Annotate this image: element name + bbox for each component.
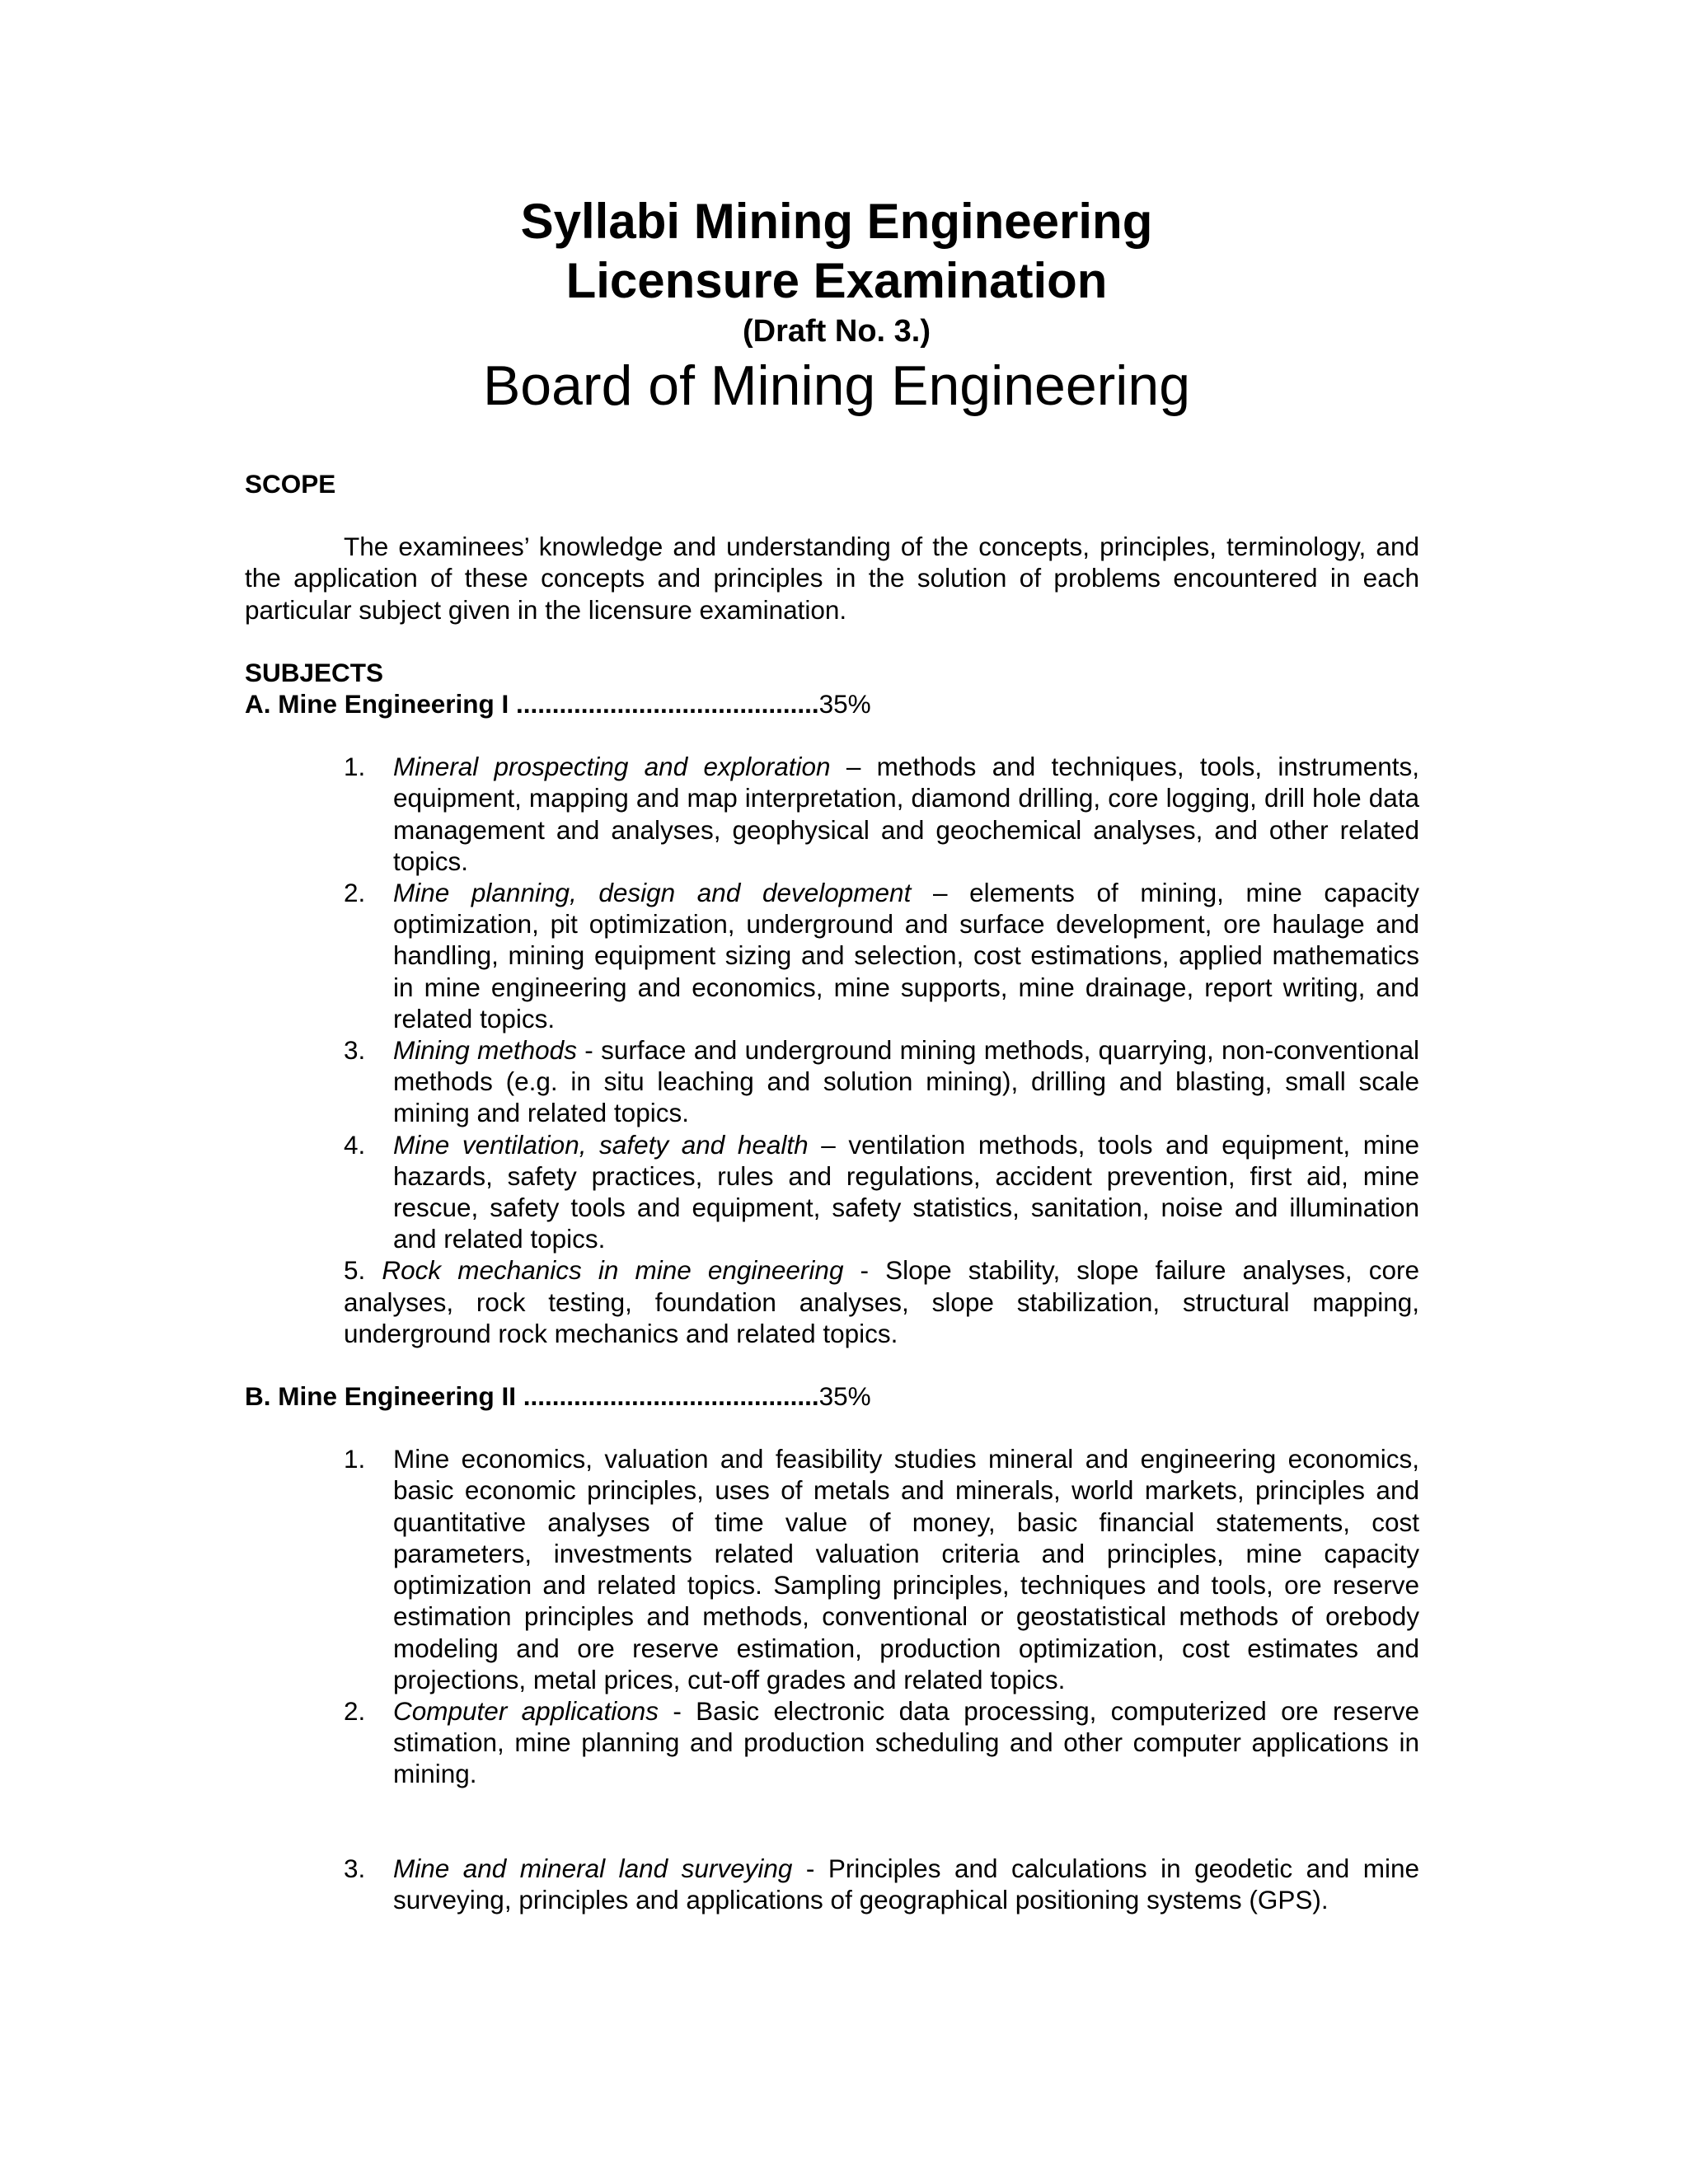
- list-item: [245, 1695, 1419, 1790]
- item-text: - Basic electronic data processing, computerized ore reserve stimation, mine planning and production scheduling and other computer applications in mining.: [393, 1695, 1419, 1789]
- item-text: - Slope stability, slope failure analyses, core analyses, rock testing, foundation analyses, slope stabilization, structural mapping, underground rock mechanics and related topics.: [344, 1255, 1419, 1348]
- item-number: 3.: [344, 1853, 366, 1883]
- subjects-heading: SUBJECTS: [245, 657, 384, 687]
- item-text: - surface and underground mining methods, quarrying, non-conventional methods (e.g. in situ leaching and solution mining), drilling and blasting, small scale mining and related topics.: [393, 1035, 1419, 1128]
- item-number: 3.: [344, 1035, 366, 1066]
- item-topic: Mine ventilation, safety and health: [393, 1129, 809, 1160]
- item-number: 2.: [344, 878, 366, 908]
- title-block: [0, 192, 1673, 419]
- item-text: – methods and techniques, tools, instruments, equipment, mapping and map interpretation, diamond drilling, core logging, drill hole data management and analyses, geophysical and geochemical analyses, and other related topics.: [393, 752, 1419, 876]
- scope-paragraph: The examinees’ knowledge and understanding of the concepts, principles, terminology, and the application of these concepts and principles in the solution of problems encountered in each particular subject given in the licensure examination.: [245, 532, 1419, 625]
- item-text: – ventilation methods, tools and equipment, mine hazards, safety practices, rules and regulations, accident prevention, first aid, mine rescue, safety tools and equipment, safety statistics, sanitation, noise and illumination and related topics.: [393, 1129, 1419, 1254]
- list-item: [245, 1443, 1419, 1695]
- item-number: 1.: [344, 1444, 366, 1474]
- item-number: 5.: [344, 1255, 366, 1286]
- section-b-title: [245, 1380, 1419, 1412]
- item-text: - Principles and calculations in geodetic and mine surveying, principles and applications of geographical positioning systems (GPS).: [393, 1853, 1419, 1915]
- section-b-list: [245, 1443, 1419, 1915]
- section-a-label: A. Mine Engineering I ..........................................: [245, 689, 819, 719]
- list-item: [245, 877, 1419, 1034]
- section-a-percent: 35%: [818, 689, 871, 719]
- section-b-percent: 35%: [818, 1381, 871, 1412]
- spacer: [245, 1790, 1419, 1853]
- section-a-title: [245, 688, 1419, 719]
- board-title: Board of Mining Engineering: [482, 354, 1191, 417]
- item-topic: Rock mechanics in mine engineering: [382, 1255, 844, 1286]
- item-topic: Mining methods: [393, 1035, 577, 1066]
- list-item: [245, 1129, 1419, 1255]
- item-number: 1.: [344, 752, 366, 782]
- item-topic: Mine and mineral land surveying: [393, 1853, 793, 1883]
- item-number: 4.: [344, 1129, 366, 1160]
- list-item: [245, 751, 1419, 877]
- list-item: [245, 1254, 1419, 1349]
- document-body: [245, 468, 1419, 1915]
- title-line-2: Licensure Examination: [565, 253, 1108, 308]
- title-line-1: Syllabi Mining Engineering: [520, 194, 1153, 249]
- list-item: [245, 1034, 1419, 1129]
- item-topic: Computer applications: [393, 1695, 659, 1726]
- scope-heading: SCOPE: [245, 469, 336, 499]
- item-text: – elements of mining, mine capacity optimization, pit optimization, underground and surface development, ore haulage and handling, mining equipment sizing and selection, cost estimations, applied mathematics in mine engineering and economics, mine supports, mine drainage, report writing, and related topics.: [393, 878, 1419, 1033]
- item-text: Mine economics, valuation and feasibility studies mineral and engineering economics, basic economic principles, uses of metals and minerals, world markets, principles and quantitative analyses of time value of money, basic financial statements, cost parameters, investments related valuation criteria and principles, mine capacity optimization and related topics. Sampling principles, techniques and tools, ore reserve estimation principles and methods, conventional or geostatistical methods of orebody modeling and ore reserve estimation, production optimization, cost estimates and projections, metal prices, cut-off grades and related topics.: [393, 1444, 1419, 1694]
- item-topic: Mineral prospecting and exploration: [393, 752, 831, 782]
- draft-label: (Draft No. 3.): [743, 314, 931, 349]
- item-number: 2.: [344, 1695, 366, 1726]
- list-item: [245, 1853, 1419, 1915]
- section-a-list: [245, 751, 1419, 1349]
- item-topic: Mine planning, design and development: [393, 878, 912, 908]
- section-b-label: B. Mine Engineering II .........................................: [245, 1381, 819, 1412]
